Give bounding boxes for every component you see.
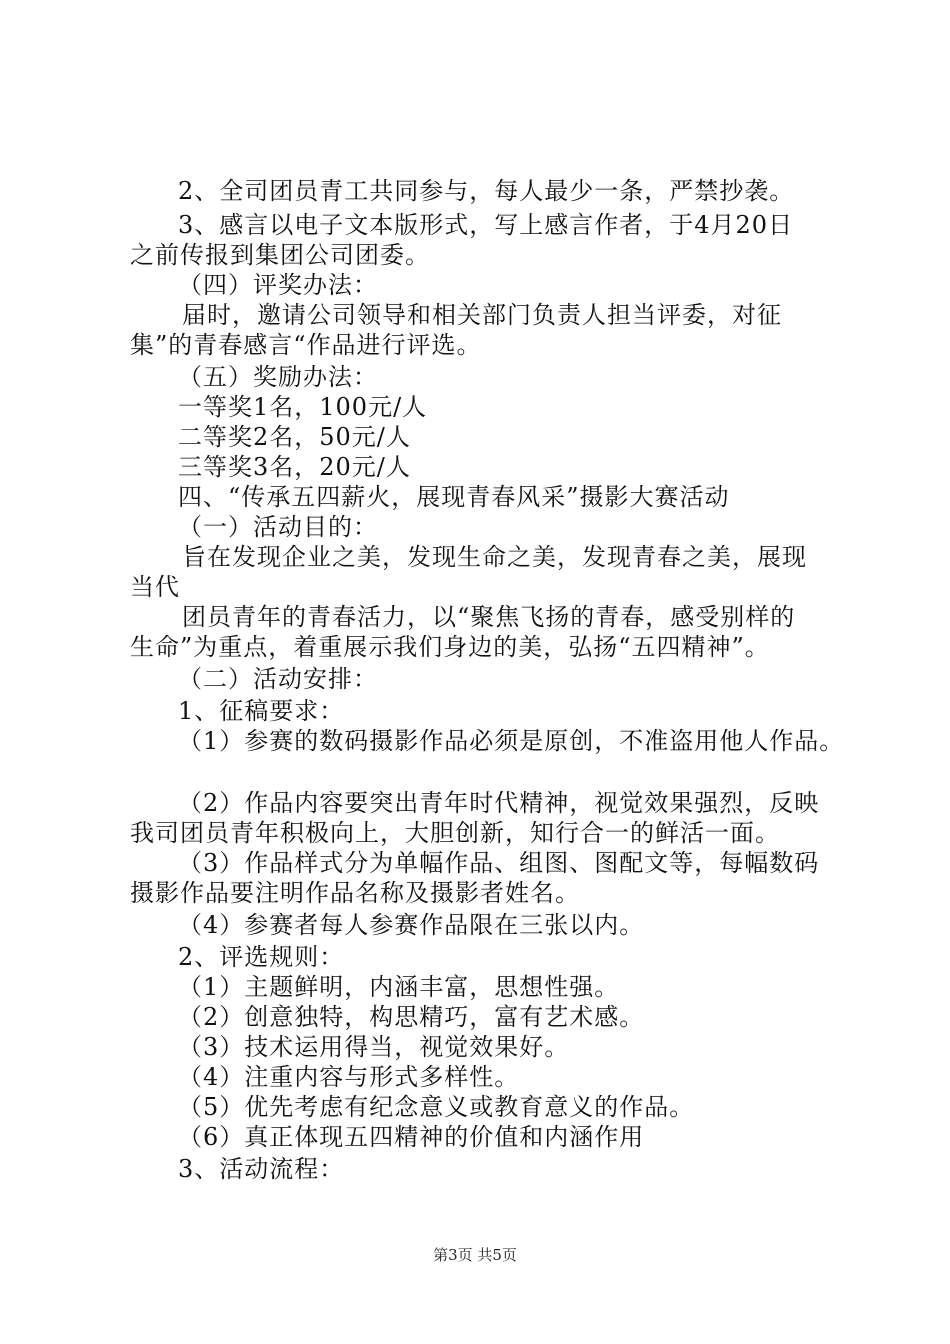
text-line: （3）作品样式分为单幅作品、组图、图配文等，每幅数码 — [178, 849, 820, 877]
text-line: 二等奖2名，50元/人 — [178, 423, 411, 451]
text-line: （1）参赛的数码摄影作品必须是原创，不准盗用他人作品。 — [178, 727, 845, 755]
text-line: 之前传报到集团公司团委。 — [130, 241, 430, 269]
page-number: 第3页 共5页 — [433, 1246, 517, 1264]
text-line: 3、感言以电子文本版形式，写上感言作者，于4月20日 — [178, 211, 794, 239]
text-line: 2、全司团员青工共同参与，每人最少一条，严禁抄袭。 — [178, 177, 795, 205]
text-line: 三等奖3名，20元/人 — [178, 453, 411, 481]
section-heading: 四、“传承五四薪火，展现青春风采”摄影大赛活动 — [178, 483, 730, 511]
text-line: （2）创意独特，构思精巧，富有艺术感。 — [178, 1003, 645, 1031]
text-line: 团员青年的青春活力，以“聚焦飞扬的青春，感受别样的 — [182, 603, 796, 631]
text-line: （3）技术运用得当，视觉效果好。 — [178, 1033, 570, 1061]
text-line: 我司团员青年积极向上，大胆创新，知行合一的鲜活一面。 — [130, 819, 780, 847]
text-line: 1、征稿要求： — [178, 697, 345, 725]
text-line: （5）优先考虑有纪念意义或教育意义的作品。 — [178, 1093, 695, 1121]
text-line: 届时，邀请公司领导和相关部门负责人担当评委，对征 — [182, 301, 782, 329]
text-line: 2、评选规则： — [178, 943, 345, 971]
text-line: （6）真正体现五四精神的价值和内涵作用 — [178, 1123, 645, 1151]
section-heading: （一）活动目的： — [178, 513, 378, 541]
text-line: （2）作品内容要突出青年时代精神，视觉效果强烈，反映 — [178, 789, 820, 817]
text-line: 3、活动流程： — [178, 1155, 345, 1183]
text-line: （1）主题鲜明，内涵丰富，思想性强。 — [178, 973, 620, 1001]
text-line: （4）注重内容与形式多样性。 — [178, 1063, 520, 1091]
text-line: 当代 — [130, 573, 180, 601]
text-line: 集”的青春感言“作品进行评选。 — [130, 331, 482, 359]
section-heading: （五）奖励办法： — [178, 363, 378, 391]
section-heading: （二）活动安排： — [178, 665, 378, 693]
text-line: 生命”为重点，着重展示我们身边的美，弘扬“五四精神”。 — [130, 633, 770, 661]
section-heading: （四）评奖办法： — [178, 271, 378, 299]
text-line: （4）参赛者每人参赛作品限在三张以内。 — [178, 911, 645, 939]
text-line: 旨在发现企业之美，发现生命之美，发现青春之美，展现 — [182, 543, 807, 571]
text-line: 一等奖1名，100元/人 — [178, 393, 428, 421]
text-line: 摄影作品要注明作品名称及摄影者姓名。 — [130, 879, 580, 907]
